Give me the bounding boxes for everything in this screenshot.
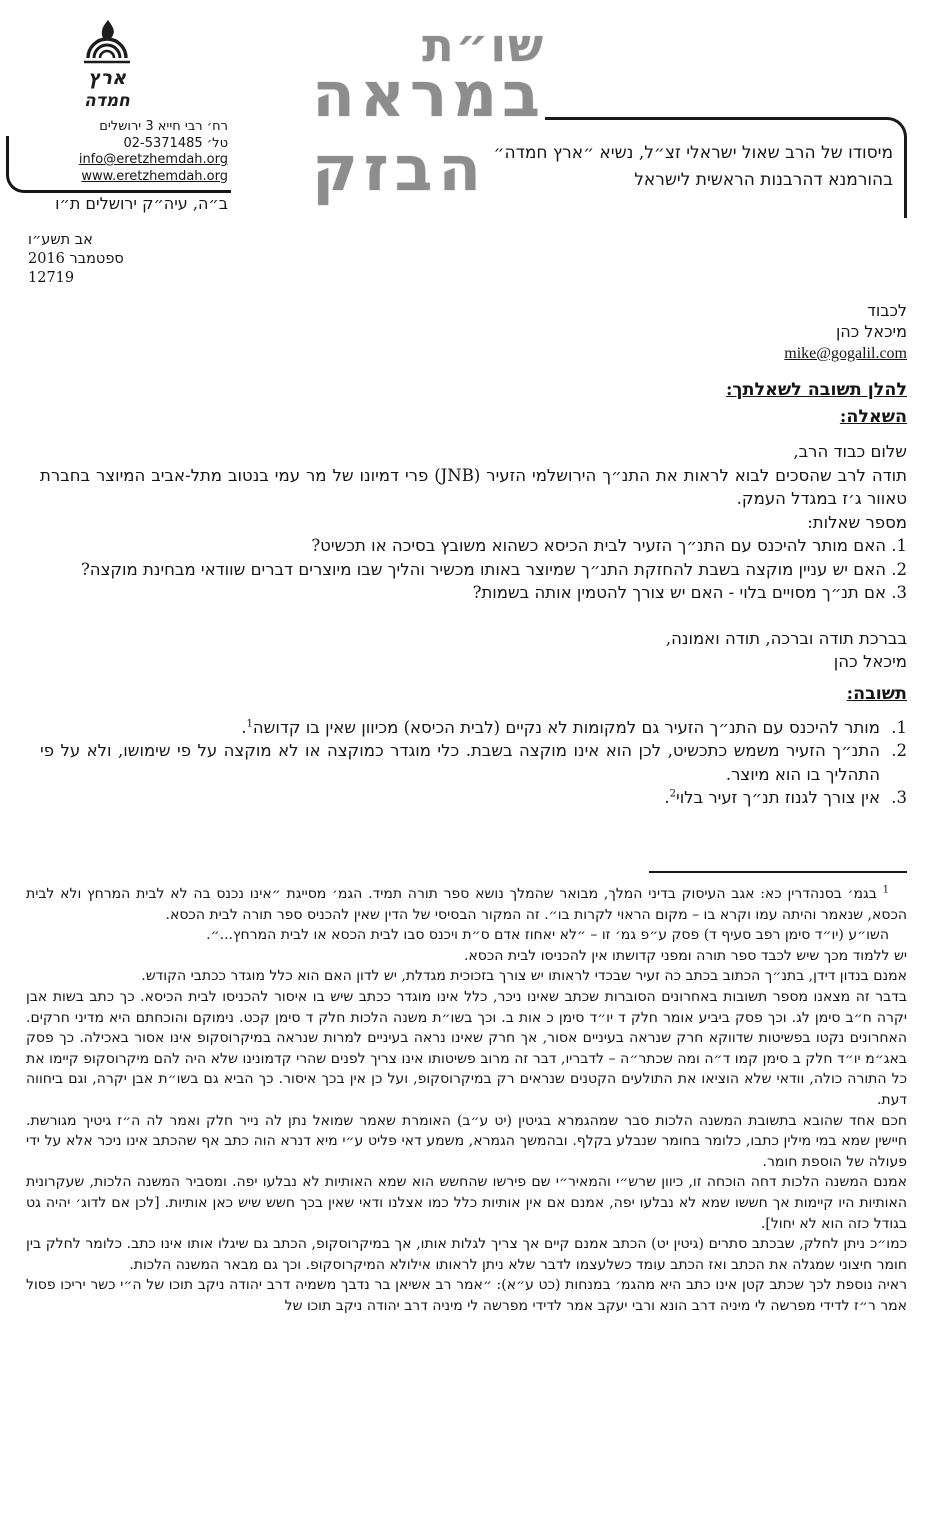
footnote-paragraph: בדבר זה מצאנו מספר תשובות באחרונים הסוברות שכתב שאינו ניכר, כלל אינו מוגדר ככתב שיש בו איסור להכניסו לבית הכיסא. כך כתב בשות אבן יקרה ח״ב סימן לג. וכך פסק ביביע אומר חלק ד יו״ד סימן כ אות ב. וכך בשו״ת משנה הלכות חלק ד סימן קכט. נימוקם והוכחתם היא מדיני חרקים. האחרונים נקטו בפשיטות שדווקא חרק שנראה בעיניים אסור, אך חרק שאינו נראה בעיניים למרות שנראה במיקרוסקופ אינו אסור באכילה. כך פסק באג״מ יו״ד חלק ב סימן קמו ד״ה ומה שכתר״ה – לדבריו, דבר זה מרוב פשיטותו אינו צריך לפנים שהרי קדמונינו שלא היה להם מיקרוסקופ קיימו את כל התורה כולה, וודאי שלא הוציאו את התולעים הקטנים שנראים רק במיקרוסקופ, ועל כן אין בכך איסור. כך הביא גם בשו״ת אבן יקרה, וגם ביחווה דעת. [26, 988, 907, 1108]
answer-item [40, 786, 907, 810]
blessing-line: ב״ה, עיה״ק ירושלים ת״ו [55, 194, 228, 213]
footnote-paragraph: ראיה נוספת לכך שכתב קטן אינו כתב היא מהגמ׳ במנחות (כט ע״א): ״אמר רב אשיאן בר נדבך משמיה דרב יהודה ניקב תוכו של ה״י כשר יריכו פסול אמר ר״ז לדידי מפרשה לי מיניה דרב הונא ורבי יעקב אמר לדידי מפרשה לי מיניה דרב יהודה ניקב תוכו של [26, 1277, 907, 1314]
heading-question: השאלה: [839, 407, 907, 427]
footnote-paragraph: יש ללמוד מכך שיש לכבד ספר תורה ומפני קדושתו אין להכניסו לבית הכסא. [463, 947, 907, 964]
answer-item [40, 739, 907, 786]
answer-item [40, 716, 907, 740]
file-number: 12719 [28, 270, 75, 286]
question-section [40, 440, 907, 674]
footnote-ref: 2 [669, 788, 676, 800]
title-subtitle [423, 140, 893, 194]
addressee-salutation: לכבוד [867, 301, 907, 320]
org-address: רח׳ רבי חייא 3 ירושלים [99, 119, 228, 134]
footnotes-section [26, 884, 907, 1316]
footnote-ref: 1 [246, 718, 253, 729]
answer-item-text [40, 716, 880, 740]
date-block [28, 231, 124, 288]
hebrew-date: אב תשע״ו [28, 232, 93, 248]
footnote-paragraph: אמנם המשנה הלכות דחה הוכחה זו, כיוון שרש״י והמאיר״י שם פירשו שהחשש הוא שמא האותיות לא נבלעו יפה. ומסביר המשנה הלכות, שעקרונית האותיות היו קיימות אך חששו שמא לא נבלעו יפה, אמנם אם אין אותיות כלל כמו אצלנו ודאי שאין בכך חשש שיש כאן אותיות. [לכן אם לדוג׳ יהיה גט בגודל כזה הוא לא יחול]. [26, 1174, 907, 1232]
question-closing: בברכת תודה וברכה, תודה ואמונה, [665, 628, 907, 648]
subtitle-line-2: בהורמנא דהרבנות הראשית לישראל [634, 170, 893, 190]
footnote-separator [649, 871, 907, 873]
spacer [40, 605, 907, 627]
question-greeting: שלום כבוד הרב, [793, 442, 907, 461]
answer-item-text [40, 739, 880, 786]
answer-item-text [40, 786, 880, 810]
org-email-link[interactable]: info@eretzhemdah.org [78, 152, 228, 167]
question-item: 3. אם תנ״ך מסויים בלוי - האם יש צורך להטמין אותה בשמות? [472, 583, 907, 602]
footnote-paragraph: כמו״כ ניתן לחלק, שבכתב סתרים (גיטין יט) הכתב אמנם קיים אך צריך לגלות אותו, אך במיקרוסקופ, הכתב גם שיגלו אותו אינו כתב. כלומר לחלק בין חומר חיצוני שמגלה את הכתב ואז הכתב עומד כשלעצמו לדבר שלא ניתן לראותו אילולא המיקרוסקופ. וכך גם מבאר המשנה הלכות. [26, 1236, 907, 1273]
logo-wordmark-top: ארץ [88, 67, 126, 89]
question-signature: מיכאל כהן [833, 652, 907, 671]
answer-item-body: מותר להיכנס עם התנ״ך הזעיר גם למקומות לא נקיים (לבית הכיסא) מכיוון שאין בו קדושה [252, 717, 880, 737]
footnote-paragraph [26, 884, 907, 925]
heading-answer: תשובה: [846, 683, 907, 704]
answer-item-tail: . [664, 788, 670, 807]
heading-intro: להלן תשובה לשאלתך: [725, 380, 907, 400]
logo-arcs [100, 51, 114, 58]
question-item: 1. האם מותר להיכנס עם התנ״ך הזעיר לבית הכיסא כשהוא משובץ בסיכה או תכשיט? [311, 536, 907, 555]
question-list-intro: מספר שאלות: [807, 512, 907, 532]
eretz-hemdah-logo-icon [68, 18, 146, 118]
answer-item-body: אין צורך לגנוז תנ״ך זעיר בלוי [676, 788, 880, 807]
logo-flame [102, 20, 114, 40]
title-habazak: הבזק [312, 132, 487, 205]
footnote-text: בגמ׳ בסנהדרין כא: אגב העיסוק בדיני המלך, מבואר שהמלך נושא ספר תורה תמיד. הגמ׳ מסייגת ״אינו נכנס בה לא לבית המרחץ ולא לבית הכסא, שנאמר והיתה עמו וקרא בו – מקום הראוי לקרות בו״. זה המקור הבסיסי של הדין שאין להכניס ספר תורה לבית הכסא. [26, 886, 907, 923]
answer-item-number: 2. [891, 741, 907, 760]
question-body: תודה לרב שהסכים לבוא לראות את התנ״ך הירושלמי הזעיר (JNB) פרי דמיונו של מר עמי בנטוב מתל-אביב המיוצר בחברת טאוור ג׳ז במגדל העמק. [40, 465, 907, 508]
letter-body [40, 380, 907, 810]
gregorian-date: ספטמבר 2016 [28, 251, 124, 267]
answer-item-number: 3. [891, 788, 907, 807]
footnote-paragraph: אמנם בנדון דידן, בתנ״ך הכתוב בכתב כה זעיר שבכדי לראותו יש צורך בזכוכית מגדלת, יש לדון האם הוא כלל מוגדר ככתבי הקודש. [141, 968, 907, 985]
subtitle-line-1: מיסודו של הרב שאול ישראלי זצ״ל, נשיא ״ארץ חמדה״ [493, 143, 893, 163]
org-logo [68, 18, 146, 118]
logo-wordmark-bottom: חמדה [84, 91, 130, 111]
footnote-paragraph: השו״ע (יו״ד סימן רפב סעיף ד) פסק ע״פ גמ׳ זו – ״לא יאחוז אדם ס״ת ויכנס סבו לבית הכסא או לבית המרחץ...״. [206, 927, 889, 944]
title-shut: שו״ת [422, 18, 545, 72]
letterhead-corner-rule [6, 136, 231, 193]
org-phone: טל׳ 02-5371485 [123, 135, 228, 151]
answer-section [40, 716, 907, 810]
addressee-email-link[interactable]: mike@gogalil.com [784, 345, 907, 362]
org-website-link[interactable]: www.eretzhemdah.org [81, 168, 228, 184]
footnote-marker: 1 [882, 884, 890, 896]
answer-item-number: 1. [891, 717, 907, 737]
footnote-paragraph: חכם אחד שהובא בתשובת המשנה הלכות סבר שמהגמרא בגיטין (יט ע״ב) האומרת שאמר שמואל נתן לה נייר חלק ואמר לה ה״ז גיטיך מגורשת. חיישין שמא במי מילין כתבו, כלומר בחומר שנבלע בקלף. ובהמשך הגמרא, משמע דאי פליט ע״י מיא דנרא הוה כתב אף שהכתב אינו ניכר אלא על ידי פעולה של הוספת חומר. [26, 1112, 907, 1170]
title-bemareh: במראה [312, 58, 545, 131]
addressee-block [784, 300, 907, 364]
answer-item-body: התנ״ך הזעיר משמש כתכשיט, לכן הוא אינו מוקצה בשבת. כלי מוגדר כמוקצה או לא מוקצה על פי שימושו, ולא על פי התהליך בו הוא מיוצר. [40, 741, 880, 784]
answer-item-tail: . [241, 717, 247, 737]
addressee-name: מיכאל כהן [835, 322, 907, 341]
question-item: 2. האם יש עניין מוקצה בשבת להחזקת התנ״ך שמיוצר באותו מכשיר והליך שבו מיוצרים דברים שוודאי מבחינת מוקצה? [80, 559, 907, 579]
